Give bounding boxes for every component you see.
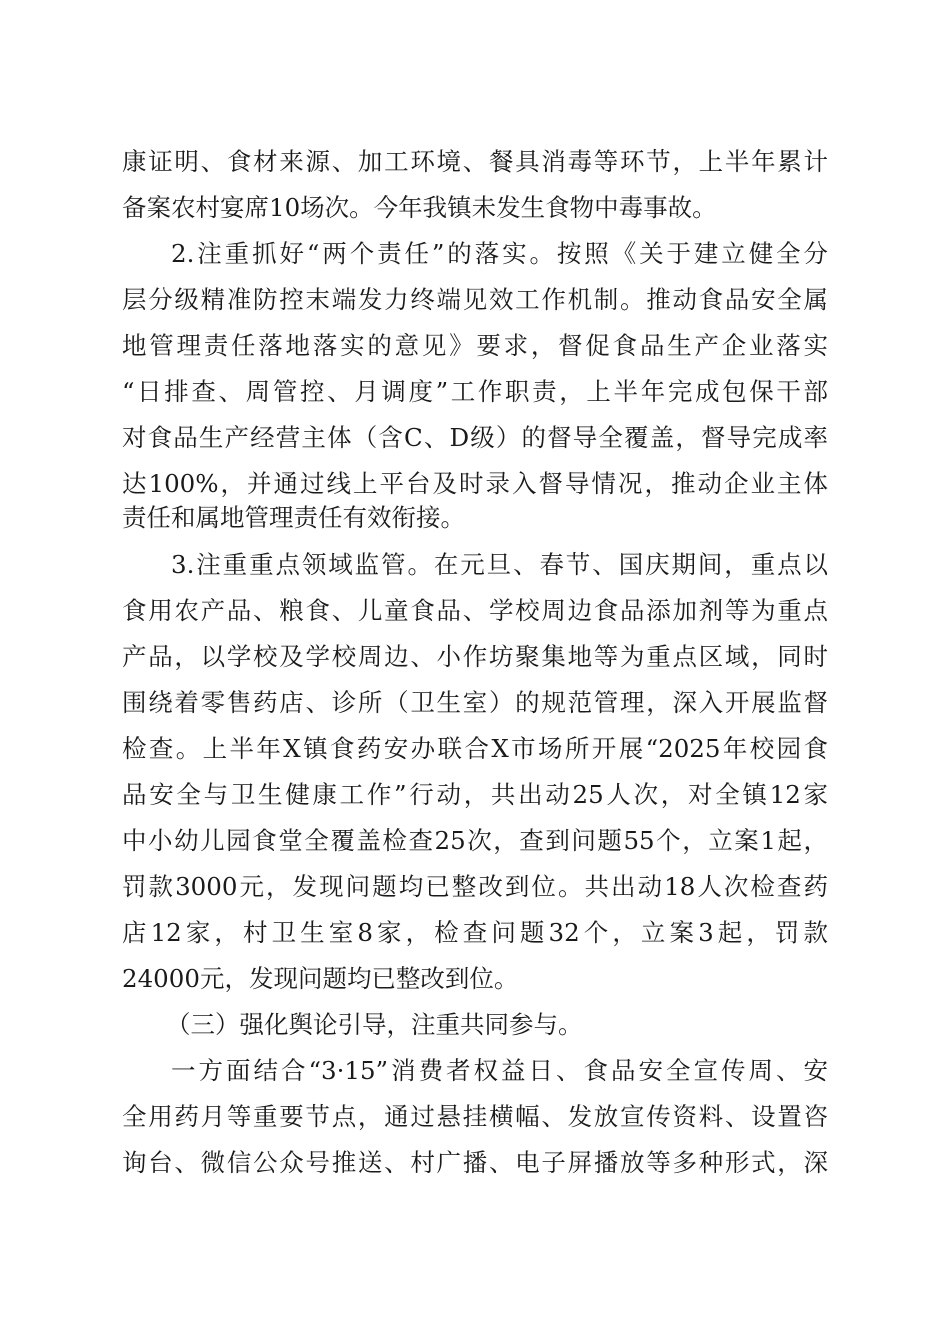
text-line: 地管理责任落地落实的意见》要求，督促食品生产企业落实 [122, 331, 828, 360]
text-line: 罚款3000元，发现问题均已整改到位。共出动18人次检查药 [122, 872, 828, 901]
text-line: 责任和属地管理责任有效衔接。 [122, 503, 465, 532]
text-line: 3.注重重点领域监管。在元旦、春节、国庆期间，重点以 [171, 550, 828, 579]
text-line: 一方面结合“3·15”消费者权益日、食品安全宣传周、安 [171, 1056, 828, 1085]
text-line: 食用农产品、粮食、儿童食品、学校周边食品添加剂等为重点 [122, 596, 828, 625]
text-line: 24000元，发现问题均已整改到位。 [122, 964, 519, 993]
text-line: 中小幼儿园食堂全覆盖检查25次，查到问题55个，立案1起， [122, 826, 828, 855]
text-line: 询台、微信公众号推送、村广播、电子屏播放等多种形式，深 [122, 1148, 828, 1177]
text-line: 店12家，村卫生室8家，检查问题32个，立案3起，罚款 [122, 918, 828, 947]
text-line: 品安全与卫生健康工作”行动，共出动25人次，对全镇12家 [122, 780, 828, 809]
text-line: 产品，以学校及学校周边、小作坊聚集地等为重点区域，同时 [122, 642, 828, 671]
text-line: “日排查、周管控、月调度”工作职责，上半年完成包保干部 [122, 377, 828, 406]
text-line: 层分级精准防控末端发力终端见效工作机制。推动食品安全属 [122, 285, 828, 314]
text-line: 2.注重抓好“两个责任”的落实。按照《关于建立健全分 [171, 239, 828, 268]
text-line: 围绕着零售药店、诊所（卫生室）的规范管理，深入开展监督 [122, 688, 828, 717]
text-line: 全用药月等重要节点，通过悬挂横幅、发放宣传资料、设置咨 [122, 1102, 828, 1131]
text-line: 达100%，并通过线上平台及时录入督导情况，推动企业主体 [122, 469, 828, 498]
text-line: 康证明、食材来源、加工环境、餐具消毒等环节，上半年累计 [122, 147, 828, 176]
text-line: 对食品生产经营主体（含C、D级）的督导全覆盖，督导完成率 [122, 423, 828, 452]
section-heading: （三）强化舆论引导，注重共同参与。 [166, 1010, 583, 1039]
text-line: 备案农村宴席10场次。今年我镇未发生食物中毒事故。 [122, 193, 717, 222]
text-line: 检查。上半年X镇食药安办联合X市场所开展“2025年校园食 [122, 734, 828, 763]
